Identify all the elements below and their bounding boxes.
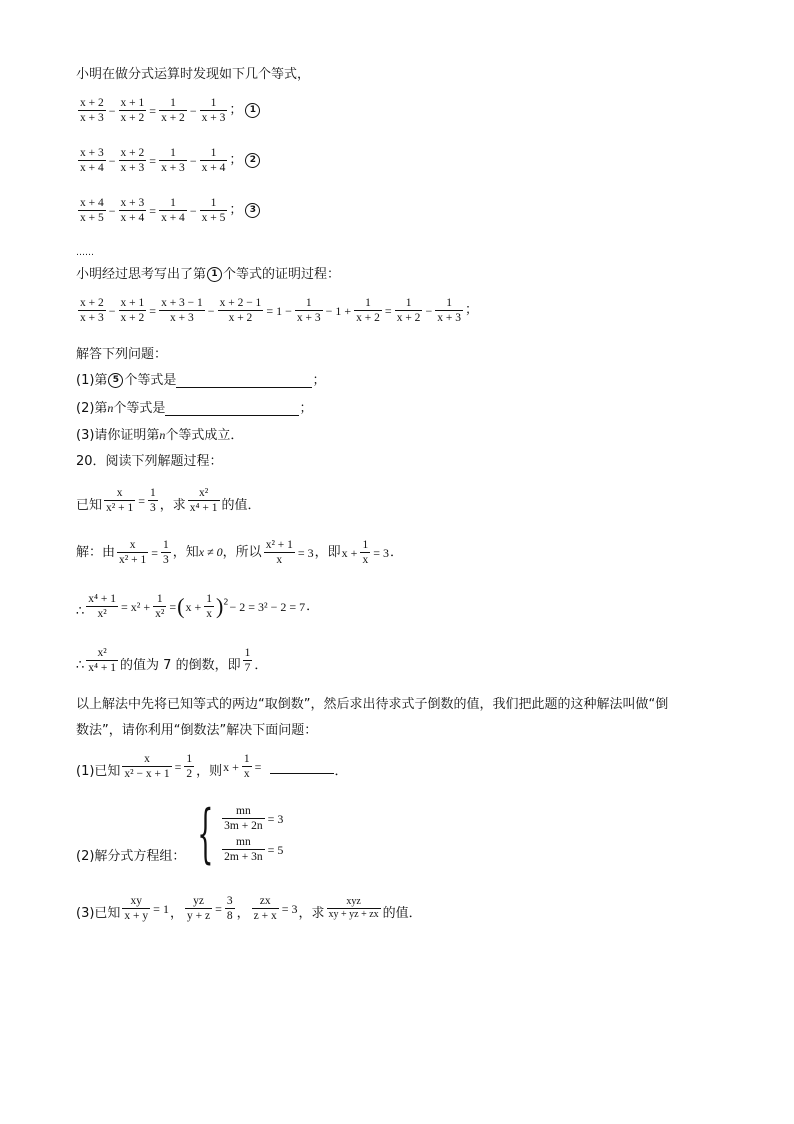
numerator: 1	[362, 539, 369, 551]
numerator: 1	[162, 539, 169, 551]
question-text: (3)请你证明第	[76, 428, 160, 443]
sub-question-1	[76, 752, 347, 781]
proof-intro-text: 个等式的证明过程：	[223, 267, 341, 282]
text: 的值．	[382, 906, 422, 921]
solution-line-1	[76, 538, 403, 567]
denominator: x + 4	[120, 212, 145, 224]
denominator: x + y	[124, 910, 149, 922]
question-3	[76, 426, 243, 445]
ellipsis-text: ……	[76, 248, 94, 258]
denominator: x + 2	[120, 312, 145, 324]
denominator: x²	[155, 608, 165, 620]
operator: − 1 +	[325, 303, 352, 318]
numerator: xyz	[327, 896, 381, 909]
denominator: 8	[226, 910, 233, 922]
numerator: 1	[159, 96, 187, 111]
operator: =	[174, 759, 182, 774]
operator: =	[151, 545, 158, 560]
numerator: x	[104, 486, 135, 501]
fraction	[159, 146, 187, 175]
fraction	[200, 146, 228, 175]
punctuation: ．	[334, 764, 348, 779]
system-row-1	[220, 804, 284, 833]
numerator: 1	[200, 96, 228, 111]
operator: =	[215, 901, 222, 916]
text: ，知	[172, 545, 199, 560]
text: 的值为 7 的倒数，即	[120, 658, 241, 673]
numerator: 1	[149, 487, 156, 499]
math-expr: x +	[223, 759, 239, 774]
text: 已知	[76, 498, 103, 513]
denominator: x⁴ + 1	[88, 662, 117, 674]
therefore-symbol: ∴	[76, 658, 85, 673]
fraction	[119, 146, 147, 175]
punctuation: ．	[306, 599, 320, 614]
variable-n: n	[107, 401, 114, 415]
numerator: x	[117, 538, 148, 553]
operator: = 3	[373, 545, 389, 560]
denominator: x⁴ + 1	[189, 502, 218, 514]
question-1	[76, 372, 325, 390]
numerator: xy	[122, 894, 150, 909]
operator: −	[108, 153, 116, 168]
fraction	[360, 538, 370, 567]
denominator: x + 2	[228, 312, 253, 324]
known-condition	[76, 486, 261, 515]
question-text: 个等式是	[113, 401, 166, 416]
fraction	[86, 592, 118, 621]
operator: =	[384, 303, 392, 318]
operator: =	[149, 203, 157, 218]
equation-1	[76, 96, 260, 125]
denominator: 2	[186, 768, 193, 780]
text: (2)解分式方程组：	[76, 849, 186, 864]
denominator: x + 5	[80, 212, 104, 224]
equation-3	[76, 196, 260, 225]
circled-number: 1	[245, 103, 260, 118]
operator: =	[149, 153, 157, 168]
fraction	[188, 486, 220, 515]
circled-number: 5	[108, 373, 123, 388]
fraction	[185, 894, 212, 923]
solution-line-3	[76, 646, 267, 675]
therefore-symbol: ∴	[76, 604, 85, 619]
operator: −	[189, 103, 197, 118]
denominator: x + 4	[80, 162, 104, 174]
question-text: (1)第	[76, 373, 108, 388]
fraction	[354, 296, 382, 325]
punctuation: ．	[389, 545, 403, 560]
text: (3)已知	[76, 906, 121, 921]
math-expr: = 5	[267, 842, 284, 857]
numerator: 1	[295, 296, 323, 311]
answer-blank[interactable]	[270, 759, 334, 774]
math-expr: x +	[185, 599, 202, 614]
numerator: x + 1	[120, 297, 145, 309]
numerator: x + 3	[120, 197, 145, 209]
fraction	[159, 296, 205, 325]
denominator: x² − x + 1	[124, 768, 170, 780]
numerator: 1	[200, 146, 228, 161]
fraction	[159, 196, 187, 225]
denominator: x + 2	[396, 312, 421, 324]
denominator: x² + 1	[119, 554, 147, 566]
proof-intro-text: 小明经过思考写出了第	[76, 267, 207, 282]
denominator: x + 4	[161, 212, 185, 224]
denominator: 3	[162, 554, 169, 566]
paren-open: (	[177, 593, 185, 619]
answer-blank[interactable]	[176, 373, 312, 388]
fraction	[159, 96, 187, 125]
fraction	[243, 646, 253, 675]
questions-heading	[76, 346, 167, 364]
punctuation: ；	[229, 102, 243, 118]
fraction	[153, 592, 166, 621]
intro-text	[76, 66, 310, 84]
denominator: x + 3	[161, 162, 185, 174]
numerator: 1	[243, 753, 250, 765]
punctuation: ．	[254, 658, 268, 673]
punctuation: ；	[229, 202, 243, 218]
text: ，求	[159, 498, 186, 513]
denominator: x + 5	[201, 212, 226, 224]
numerator: x + 2 − 1	[219, 297, 262, 309]
numerator: x + 1	[120, 97, 145, 109]
denominator: x + 3	[80, 312, 104, 324]
fraction	[78, 296, 106, 325]
denominator: x + 3	[80, 112, 104, 124]
denominator: x + 3	[296, 312, 321, 324]
exponent: 2	[223, 597, 229, 607]
numerator: x² + 1	[265, 539, 293, 551]
operator: −	[207, 303, 215, 318]
numerator: yz	[185, 894, 212, 909]
numerator: zx	[252, 894, 279, 909]
fraction	[200, 196, 228, 225]
fraction	[148, 486, 158, 515]
denominator: y + z	[186, 910, 211, 922]
circled-number: 3	[245, 203, 260, 218]
operator: −	[108, 203, 116, 218]
punctuation: ；	[229, 152, 243, 168]
math-expr: = x² +	[121, 599, 151, 614]
denominator: x + 2	[161, 112, 185, 124]
math-expr: = 1	[153, 901, 169, 916]
problem-20-title	[76, 453, 223, 471]
numerator: x	[122, 752, 171, 767]
operator: =	[254, 759, 262, 774]
circled-number: 1	[207, 267, 222, 282]
denominator: x²	[97, 608, 107, 620]
fraction	[86, 646, 118, 675]
fraction	[222, 804, 264, 833]
fraction	[122, 752, 171, 781]
numerator: 1	[435, 296, 463, 311]
numerator: mn	[222, 804, 264, 819]
denominator: x + 3	[201, 112, 226, 124]
system-row-2	[220, 835, 284, 864]
denominator: x + 3	[120, 162, 145, 174]
numerator: 1	[354, 296, 382, 311]
math-expr: − 2 = 3² − 2 = 7	[229, 599, 306, 614]
operator: =	[149, 103, 157, 118]
fraction	[104, 486, 135, 515]
proof-equation	[76, 296, 478, 325]
numerator: 1	[159, 196, 187, 211]
fraction	[435, 296, 463, 325]
solution-line-2	[76, 592, 319, 621]
sub-question-2	[76, 797, 284, 871]
numerator: mn	[222, 835, 264, 850]
denominator: x + 3	[437, 312, 461, 324]
question-text: (2)第	[76, 401, 108, 416]
circled-number: 2	[245, 153, 260, 168]
operator: =	[138, 493, 145, 508]
denominator: xy + yz + zx	[328, 909, 379, 920]
denominator: 3m + 2n	[224, 820, 263, 832]
denominator: x	[206, 608, 213, 620]
punctuation: ；	[312, 373, 326, 388]
operator: =	[149, 303, 157, 318]
denominator: z + x	[253, 910, 277, 922]
question-text: 个等式是	[124, 373, 177, 388]
operator: −	[189, 153, 197, 168]
explanation-text: 数法”，请你利用“倒数法”解决下面问题：	[76, 723, 318, 738]
questions-heading-text: 解答下列问题：	[76, 347, 168, 362]
explanation-line-1	[76, 696, 668, 714]
numerator: 1	[186, 753, 193, 765]
operator: −	[189, 203, 197, 218]
fraction	[78, 146, 106, 175]
explanation-text: 以上解法中先将已知等式的两边“取倒数”，然后求出待求式子倒数的值，我们把此题的这种解法叫做“倒	[76, 697, 669, 712]
fraction	[119, 196, 147, 225]
equation-2	[76, 146, 260, 175]
fraction	[218, 296, 264, 325]
punctuation: ；	[464, 302, 478, 318]
numerator: x + 2	[120, 147, 145, 159]
math-expr: x +	[341, 545, 358, 560]
fraction	[184, 752, 194, 781]
explanation-line-2	[76, 722, 317, 740]
math-expr: x ≠ 0	[198, 545, 223, 559]
numerator: x²	[188, 486, 220, 501]
numerator: 3	[226, 895, 233, 907]
numerator: x + 2	[80, 297, 104, 309]
text: ，所以	[222, 545, 262, 560]
text: ，即	[314, 545, 341, 560]
denominator: x	[276, 554, 283, 566]
fraction	[327, 896, 381, 921]
denominator: x + 2	[356, 312, 380, 324]
intro-label: 小明在做分式运算时发现如下几个等式，	[76, 67, 311, 82]
numerator: x + 3	[80, 147, 104, 159]
fraction	[122, 894, 150, 923]
math-expr: = 3	[281, 901, 298, 916]
text: ，则	[196, 764, 223, 779]
fraction	[200, 96, 228, 125]
fraction	[78, 196, 106, 225]
fraction	[252, 894, 279, 923]
operator: −	[425, 303, 433, 318]
fraction	[119, 96, 147, 125]
denominator: x	[362, 554, 369, 566]
proof-intro	[76, 266, 340, 284]
equation-system	[220, 802, 284, 866]
numerator: 1	[244, 647, 251, 659]
punctuation: ，	[236, 906, 250, 921]
question-2	[76, 399, 312, 418]
operator: −	[108, 303, 116, 318]
denominator: x + 4	[201, 162, 226, 174]
operator: −	[108, 103, 116, 118]
fraction	[395, 296, 423, 325]
text: ，求	[298, 906, 325, 921]
fraction	[264, 538, 295, 567]
numerator: x + 3 − 1	[161, 297, 203, 309]
text: (1)已知	[76, 764, 121, 779]
fraction	[222, 835, 264, 864]
denominator: x + 3	[170, 312, 194, 324]
text: 的值．	[221, 498, 261, 513]
ellipsis	[76, 244, 94, 262]
paren-close: )	[216, 593, 224, 619]
numerator: 1	[395, 296, 423, 311]
fraction	[295, 296, 323, 325]
text: 解：由	[76, 545, 116, 560]
operator: =	[169, 599, 177, 614]
fraction	[119, 296, 147, 325]
numerator: x⁴ + 1	[88, 593, 117, 605]
numerator: 1	[153, 592, 166, 607]
denominator: x	[243, 768, 250, 780]
question-text: 个等式成立．	[165, 428, 244, 443]
fraction	[161, 538, 171, 567]
numerator: x + 2	[80, 97, 104, 109]
variable-n: n	[159, 428, 166, 442]
fraction	[117, 538, 148, 567]
punctuation: ，	[169, 906, 183, 921]
numerator: x + 4	[80, 197, 104, 209]
fraction	[225, 894, 235, 923]
math-expr: = 3	[267, 811, 284, 826]
operator: = 1 −	[266, 303, 292, 318]
numerator: x²	[86, 646, 118, 661]
answer-blank[interactable]	[165, 401, 299, 416]
fraction	[204, 592, 214, 621]
denominator: x + 2	[120, 112, 145, 124]
denominator: 7	[244, 662, 251, 674]
denominator: x² + 1	[106, 502, 134, 514]
fraction	[242, 752, 252, 781]
denominator: 3	[149, 502, 156, 514]
punctuation: ；	[299, 401, 313, 416]
operator: = 3	[297, 545, 314, 560]
numerator: 1	[200, 196, 228, 211]
denominator: 2m + 3n	[224, 851, 263, 863]
fraction	[78, 96, 106, 125]
problem-title: 20．阅读下列解题过程：	[76, 454, 223, 469]
numerator: 1	[206, 593, 213, 605]
left-brace: {	[197, 797, 214, 871]
numerator: 1	[159, 146, 187, 161]
sub-question-3	[76, 894, 422, 923]
